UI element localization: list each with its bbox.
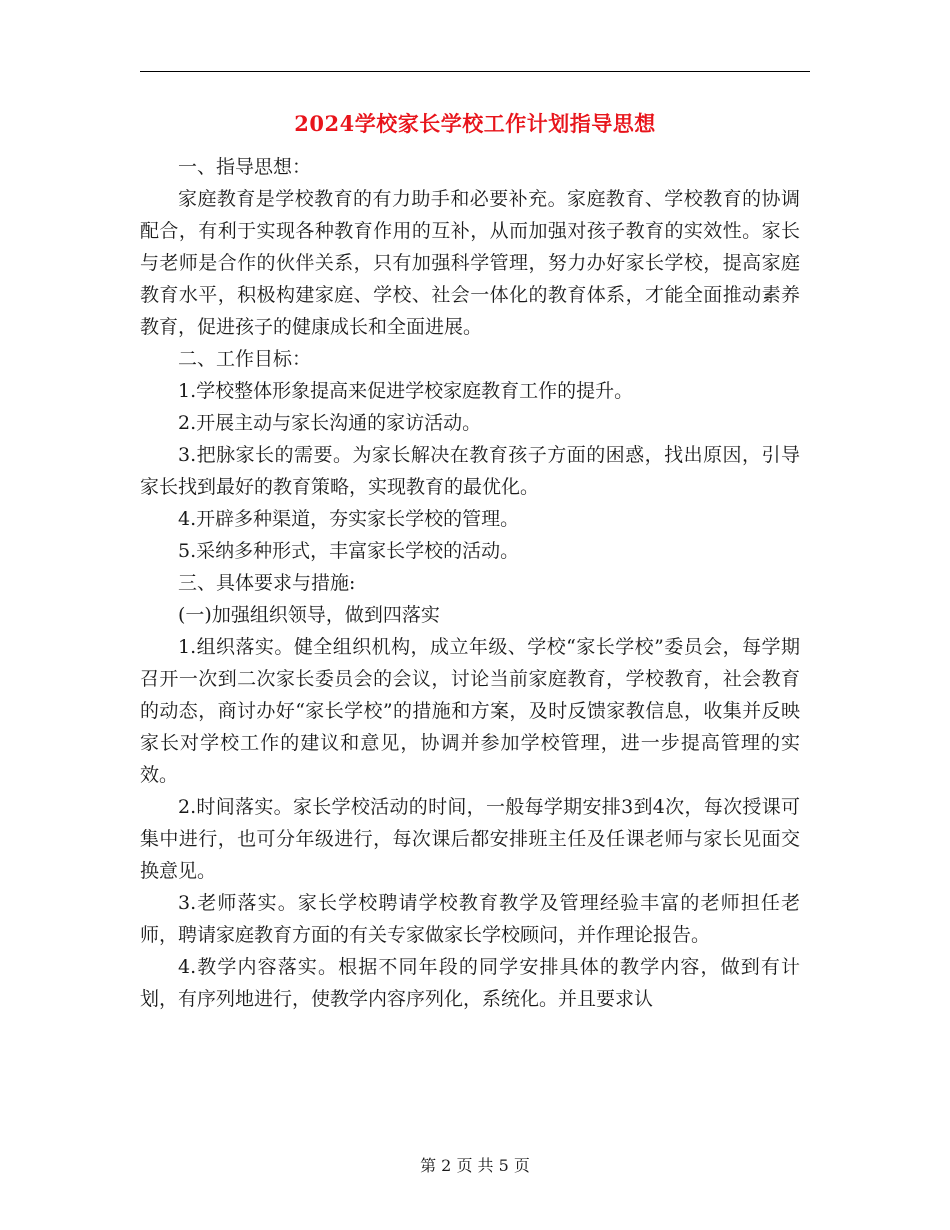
measure-item-1: 1.组织落实。健全组织机构，成立年级、学校“家长学校”委员会，每学期召开一次到二次家长委员会的会议，讨论当前家庭教育，学校教育，社会教育的动态，商讨办好“家长学校”的措施和方案，及时反馈家教信息，收集并反映家长对学校工作的建议和意见，协调并参加学校管理，进一步提高管理的实效。	[140, 636, 800, 786]
goal-item-3: 3.把脉家长的需要。为家长解决在教育孩子方面的困惑，找出原因，引导家长找到最好的教育策略，实现教育的最优化。	[140, 444, 800, 498]
header-rule	[140, 71, 810, 72]
section-heading-work-goals: 二、工作目标：	[178, 348, 312, 370]
paragraph-family-education: 家庭教育是学校教育的有力助手和必要补充。家庭教育、学校教育的协调配合，有利于实现各种教育作用的互补，从而加强对孩子教育的实效性。家长与老师是合作的伙伴关系，只有加强科学管理，努力办好家长学校，提高家庭教育水平，积极构建家庭、学校、社会一体化的教育体系，才能全面推动素养教育，促进孩子的健康成长和全面进展。	[140, 188, 800, 338]
section-heading-guiding-thought: 一、指导思想：	[178, 156, 312, 178]
section-heading-requirements: 三、具体要求与措施:	[178, 572, 356, 594]
goal-item-5: 5.采纳多种形式，丰富家长学校的活动。	[178, 540, 520, 562]
goal-item-4: 4.开辟多种渠道，夯实家长学校的管理。	[178, 508, 520, 530]
measure-item-4: 4.教学内容落实。根据不同年段的同学安排具体的教学内容，做到有计划，有序列地进行，使教学内容序列化，系统化。并且要求认	[140, 956, 800, 1010]
goal-item-2: 2.开展主动与家长沟通的家访活动。	[178, 412, 482, 434]
page-number: 第 2 页 共 5 页	[420, 1156, 530, 1175]
document-title: 2024学校家长学校工作计划指导思想	[294, 111, 656, 136]
document-body	[140, 151, 800, 1015]
measure-item-3: 3.老师落实。家长学校聘请学校教育教学及管理经验丰富的老师担任老师，聘请家庭教育方面的有关专家做家长学校顾问，并作理论报告。	[140, 892, 800, 946]
subsection-heading-organization: (一)加强组织领导，做到四落实	[178, 604, 440, 626]
goal-item-1: 1.学校整体形象提高来促进学校家庭教育工作的提升。	[178, 380, 634, 402]
measure-item-2: 2.时间落实。家长学校活动的时间，一般每学期安排3到4次，每次授课可集中进行，也可分年级进行，每次课后都安排班主任及任课老师与家长见面交换意见。	[140, 796, 800, 882]
